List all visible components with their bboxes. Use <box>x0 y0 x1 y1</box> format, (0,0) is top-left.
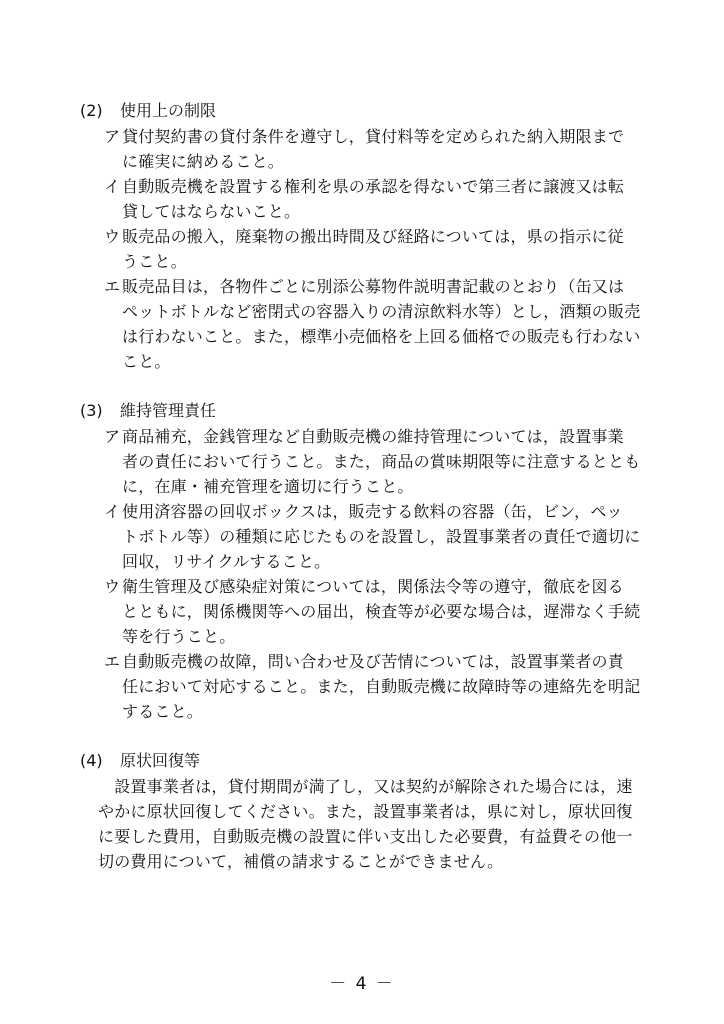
item-text-line: トボトル等）の種類に応じたものを設置し，設置事業者の責任で適切に <box>122 527 641 546</box>
item-text-line: 衛生管理及び感染症対策については，関係法令等の遵守，徹底を図る <box>122 577 624 596</box>
item-marker: イ <box>104 177 121 196</box>
paragraph-line: に要した費用，自動販売機の設置に伴い支出した必要費，有益費その他一 <box>98 827 633 846</box>
item-text-line: 自動販売機の故障，問い合わせ及び苦情については，設置事業者の責 <box>122 652 624 671</box>
paragraph-line: 切の費用について，補償の請求することができません。 <box>98 852 504 871</box>
section-heading <box>80 749 200 773</box>
section-number: (4) <box>80 751 103 770</box>
item-text-line: 回収，リサイクルすること。 <box>122 552 331 571</box>
item-text-line: こと。 <box>122 352 171 371</box>
item-text-line: 商品補充，金銭管理など自動販売機の維持管理については，設置事業 <box>122 427 624 446</box>
list-item <box>98 574 678 649</box>
item-text-line: うこと。 <box>122 252 187 271</box>
section-heading <box>80 399 216 423</box>
list-item <box>98 224 678 274</box>
list-item <box>98 274 678 374</box>
item-marker: エ <box>104 652 121 671</box>
item-marker: ウ <box>104 577 121 596</box>
item-text-line: 販売品の搬入，廃棄物の搬出時間及び経路については，県の指示に従 <box>122 227 624 246</box>
section-heading <box>80 99 216 123</box>
list-item <box>98 649 678 724</box>
item-text-line: 販売品目は，各物件ごとに別添公募物件説明書記載のとおり（缶又は <box>122 277 625 296</box>
item-text-line: 任において対応すること。また，自動販売機に故障時等の連絡先を明記 <box>122 677 641 696</box>
section-number: (2) <box>80 101 103 120</box>
item-marker: エ <box>104 277 121 296</box>
item-text-line: は行わないこと。また，標準小売価格を上回る価格での販売も行わない <box>122 327 641 346</box>
item-text-line: 使用済容器の回収ボックスは，販売する飲料の容器（缶，ビン，ペッ <box>122 502 623 521</box>
section-title: 原状回復等 <box>120 751 201 770</box>
section-number: (3) <box>80 401 103 420</box>
item-text-line: 者の責任において行うこと。また，商品の賞味期限等に注意するととも <box>122 452 641 471</box>
item-text-line: 自動販売機を設置する権利を県の承認を得ないで第三者に譲渡又は転 <box>122 177 625 196</box>
item-text-line: ペットボトルなど密閉式の容器入りの清涼飲料水等）とし，酒類の販売 <box>122 302 641 321</box>
paragraph-line: 設置事業者は，貸付期間が満了し，又は契約が解除された場合には，速 <box>98 777 633 796</box>
item-text-line: に，在庫・補充管理を適切に行うこと。 <box>122 477 414 496</box>
item-marker: イ <box>104 502 121 521</box>
item-marker: ア <box>104 427 121 446</box>
paragraph-line: やかに原状回復してください。また，設置事業者は，県に対し，原状回復 <box>98 802 633 821</box>
item-text-line: すること。 <box>122 702 204 721</box>
list-item <box>98 174 678 224</box>
list-item <box>98 424 678 499</box>
section-title: 維持管理責任 <box>120 401 217 420</box>
item-marker: ウ <box>104 227 121 246</box>
page-number: － 4 － <box>329 974 395 994</box>
paragraph <box>98 774 678 874</box>
item-text-line: 貸付契約書の貸付条件を遵守し，貸付料等を定められた納入期限まで <box>122 127 625 146</box>
item-text-line: に確実に納めること。 <box>122 152 285 171</box>
section-title: 使用上の制限 <box>120 101 217 120</box>
list-item <box>98 499 678 574</box>
item-text-line: 貸してはならないこと。 <box>122 202 301 221</box>
item-marker: ア <box>104 127 121 146</box>
list-item <box>98 124 678 174</box>
item-text-line: とともに，関係機関等への届出，検査等が必要な場合は，遅滞なく手続 <box>122 602 641 621</box>
item-text-line: 等を行うこと。 <box>122 627 236 646</box>
